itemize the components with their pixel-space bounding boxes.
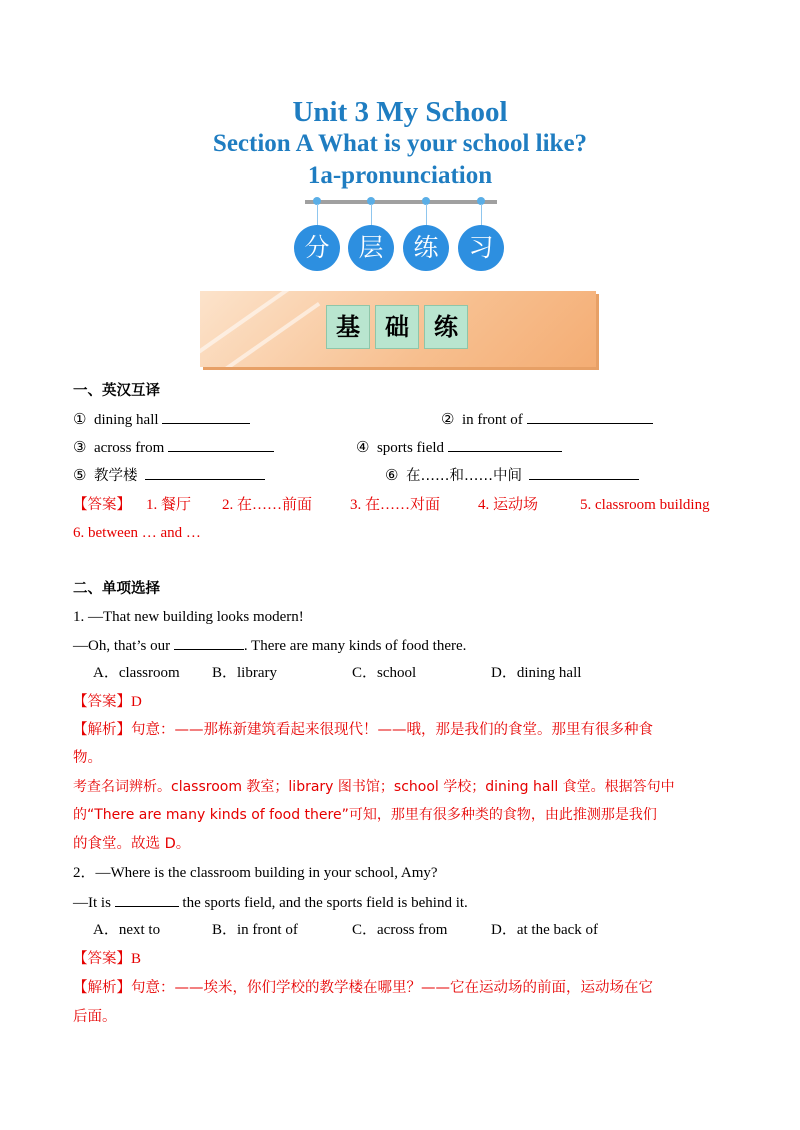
part1-answer <box>73 495 131 515</box>
unit-title: Unit 3 My School <box>292 96 508 128</box>
answer-blank[interactable] <box>145 465 265 480</box>
analysis-label: 【解析】 <box>73 980 131 996</box>
item-text: across from <box>93 440 165 456</box>
answer-item: 5. classroom building <box>580 497 710 513</box>
answer-label: 【答案】 <box>73 694 131 710</box>
banner-char: 础 <box>375 305 419 349</box>
banner-char: 练 <box>424 305 468 349</box>
bubble-char: 练 <box>403 225 449 271</box>
item-number: ③ <box>73 440 87 456</box>
vocab-item <box>385 465 639 486</box>
vocab-item <box>73 437 274 458</box>
q1-stem2 <box>73 635 466 656</box>
item-number: ⑤ <box>73 468 87 484</box>
item-text: in front of <box>461 412 523 428</box>
item-text: 在……和……中间 <box>405 468 522 484</box>
analysis-text: 句意：——那栋新建筑看起来很现代！——哦，那是我们的食堂。那里有很多种食 <box>131 722 653 738</box>
answer-blank[interactable] <box>168 437 274 452</box>
q2-analysis <box>73 978 653 998</box>
q1-answer <box>73 692 142 712</box>
answer-blank[interactable] <box>162 409 250 424</box>
bubble-rail <box>305 200 497 204</box>
analysis-text: 句意：——埃米，你们学校的教学楼在哪里？——它在运动场的前面，运动场在它 <box>131 980 653 996</box>
answer-blank[interactable] <box>115 892 179 907</box>
bubble-string <box>371 204 372 226</box>
item-text: dining hall <box>93 412 159 428</box>
answer-item: 6. between … and … <box>73 525 201 541</box>
item-number: ⑥ <box>385 468 399 484</box>
q2-option-c[interactable]: C．across from <box>352 922 448 938</box>
q1-analysis <box>73 720 653 740</box>
stem-text: —Oh, that’s our <box>73 638 174 654</box>
answer-item: 2. 在……前面 <box>222 497 313 513</box>
analysis-text: 物。 <box>73 750 102 766</box>
analysis-text: 的食堂。故选 D。 <box>73 836 191 852</box>
item-number: ② <box>441 412 455 428</box>
answer-blank[interactable] <box>529 465 639 480</box>
answer-blank[interactable] <box>174 635 244 650</box>
item-number: ④ <box>356 440 370 456</box>
answer-label: 【答案】 <box>73 951 131 967</box>
banner-char: 基 <box>326 305 370 349</box>
vocab-item <box>441 409 653 430</box>
vocab-item <box>73 409 250 430</box>
q1-option-d[interactable]: D．dining hall <box>491 665 582 681</box>
answer-item: 4. 运动场 <box>478 497 539 513</box>
q2-stem2 <box>73 892 468 913</box>
q1-option-a[interactable]: A．classroom <box>93 665 180 681</box>
analysis-text: 的“There are many kinds of food there”可知，那里有很多种类的食物，由此推测那是我们 <box>73 807 657 823</box>
q2-answer <box>73 949 141 969</box>
section-title: Section A What is your school like? <box>212 130 588 157</box>
vocab-item <box>356 437 562 458</box>
analysis-text: 后面。 <box>73 1009 117 1025</box>
item-number: ① <box>73 412 87 428</box>
item-text: 教学楼 <box>93 468 138 484</box>
answer-blank[interactable] <box>448 437 562 452</box>
q1-option-b[interactable]: B．library <box>212 665 277 681</box>
bubble-string <box>317 204 318 226</box>
banner-streak <box>200 291 290 359</box>
q2-option-b[interactable]: B．in front of <box>212 922 298 938</box>
bubble-char: 层 <box>348 225 394 271</box>
banner-streak <box>220 302 321 367</box>
vocab-item <box>73 465 265 486</box>
stem-text: the sports field, and the sports field is behind it. <box>178 895 468 911</box>
item-text: sports field <box>376 440 445 456</box>
answer-blank[interactable] <box>527 409 653 424</box>
bubble-char: 习 <box>458 225 504 271</box>
answer-value: D <box>131 694 142 710</box>
bubble-string <box>426 204 427 226</box>
q2-option-d[interactable]: D．at the back of <box>491 922 599 938</box>
q1-stem: 1. —That new building looks modern! <box>73 609 304 625</box>
analysis-text: 考查名词辨析。classroom 教室；library 图书馆；school 学校；dining hall 食堂。根据答句中 <box>73 779 675 795</box>
part1-heading: 一、英汉互译 <box>73 383 160 399</box>
q2-option-a[interactable]: A．next to <box>93 922 161 938</box>
part2-heading: 二、单项选择 <box>73 581 160 597</box>
bubble-string <box>481 204 482 226</box>
answer-item: 3. 在……对面 <box>350 497 441 513</box>
answer-value: B <box>131 951 142 967</box>
q1-option-c[interactable]: C．school <box>352 665 417 681</box>
stem-text: . There are many kinds of food there. <box>243 638 467 654</box>
answer-item: 1. 餐厅 <box>146 497 192 513</box>
q2-stem: 2．—Where is the classroom building in your school, Amy? <box>73 865 438 881</box>
stem-text: —It is <box>73 895 115 911</box>
answer-label: 【答案】 <box>73 497 131 513</box>
bubble-char: 分 <box>294 225 340 271</box>
analysis-label: 【解析】 <box>73 722 131 738</box>
lesson-title: 1a-pronunciation <box>307 162 493 189</box>
